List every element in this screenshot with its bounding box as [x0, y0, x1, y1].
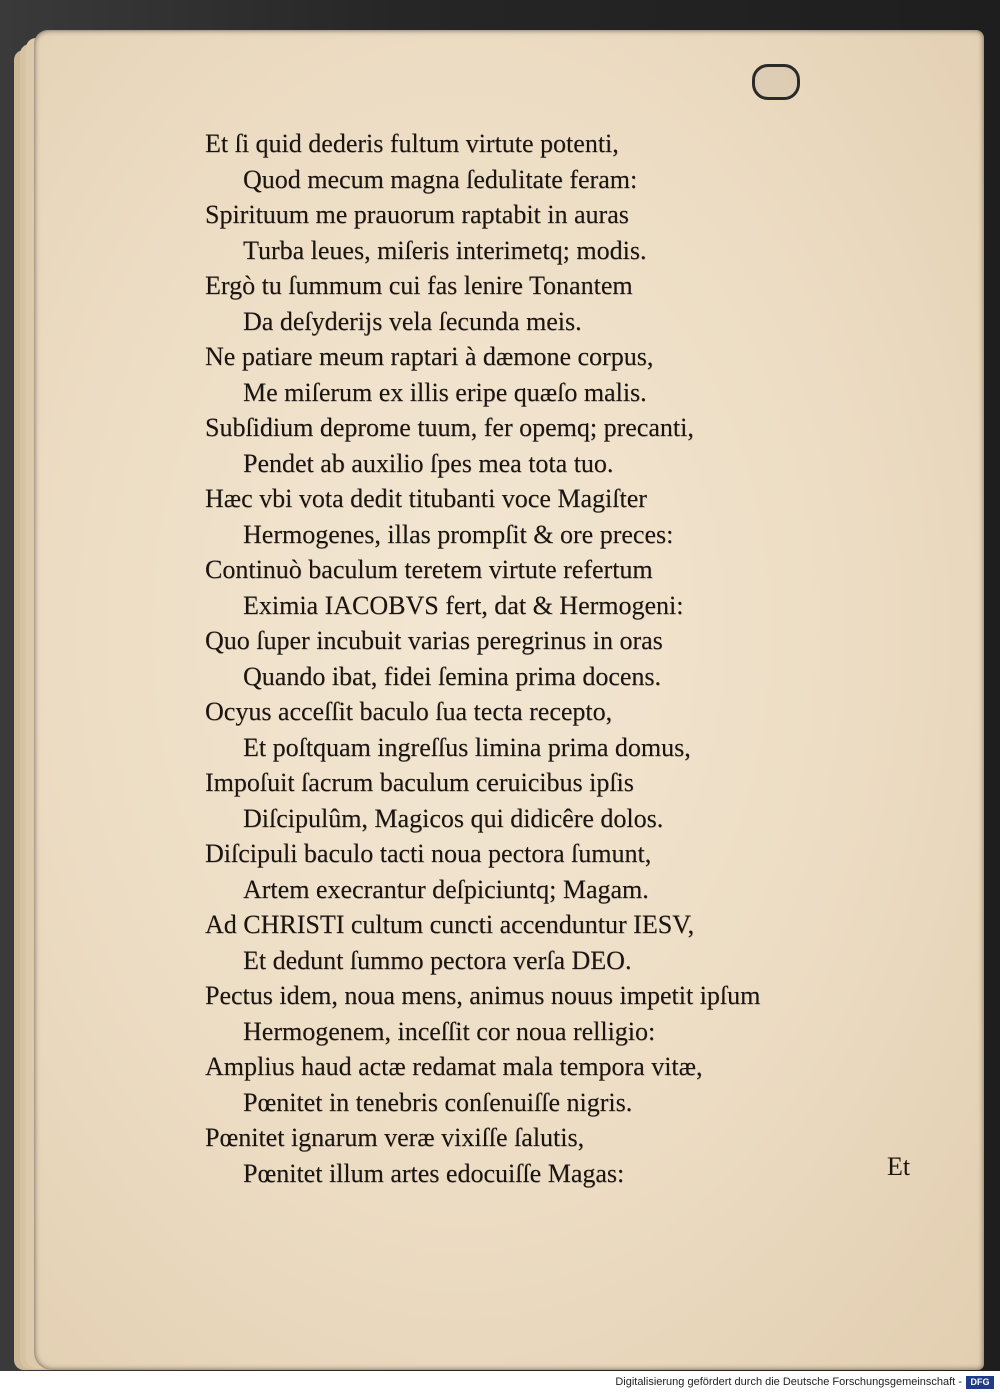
verse-line: Ergò tu ſummum cui fas lenire Tonantem: [205, 271, 633, 300]
verse-line: Ocyus acceſſit baculo ſua tecta recepto,: [205, 697, 613, 726]
verse-line: Hermogenem, inceſſit cor noua relligio:: [243, 1016, 656, 1046]
verse-line: Artem execrantur deſpiciuntq; Magam.: [243, 874, 649, 904]
verse-line: Et ſi quid dederis fultum virtute potenti,: [205, 129, 619, 158]
verse-line: Spirituum me prauorum raptabit in auras: [205, 200, 629, 229]
catchword: Et: [887, 1152, 911, 1181]
verse-line: Eximia IACOBVS fert, dat & Hermogeni:: [243, 590, 684, 620]
verse-line: Et dedunt ſummo pectora verſa DEO.: [243, 945, 632, 975]
digitization-footer: [0, 1371, 1000, 1395]
verse-line: Pœnitet in tenebris conſenuiſſe nigris.: [243, 1087, 633, 1117]
verse-line: Diſcipulûm, Magicos qui didicêre dolos.: [243, 803, 664, 833]
verse-line: Hæc vbi vota dedit titubanti voce Magiſter: [205, 484, 647, 513]
verse-line: Impoſuit ſacrum baculum ceruicibus ipſis: [205, 768, 634, 797]
verse-line: Diſcipuli baculo tacti noua pectora ſumunt,: [205, 839, 652, 868]
verse-line: Pendet ab auxilio ſpes mea tota tuo.: [243, 448, 614, 478]
verse-line: Continuò baculum teretem virtute refertum: [205, 555, 653, 584]
verse-line: Subſidium deprome tuum, fer opemq; precanti,: [205, 413, 694, 442]
verse-line: Quando ibat, fidei ſemina prima docens.: [243, 661, 662, 691]
verse-line: Quod mecum magna ſedulitate feram:: [243, 164, 638, 194]
verse-line: Ad CHRISTI cultum cuncti accenduntur IESV,: [205, 910, 695, 939]
verse-line: Quo ſuper incubuit varias peregrinus in oras: [205, 626, 663, 655]
verse-line: Hermogenes, illas prompſit & ore preces:: [243, 519, 674, 549]
verse-line: Et poſtquam ingreſſus limina prima domus,: [243, 732, 691, 762]
verse-text-block: [205, 126, 925, 1191]
verse-line: Da deſyderijs vela ſecunda meis.: [243, 306, 582, 336]
verse-line: Turba leues, miſeris interimetq; modis.: [243, 235, 647, 265]
verse-line: Ne patiare meum raptari à dæmone corpus,: [205, 342, 654, 371]
verse-line: Pœnitet ignarum veræ vixiſſe ſalutis,: [205, 1123, 585, 1152]
verse-line: Pœnitet illum artes edocuiſſe Magas:: [243, 1158, 625, 1188]
verse-line: Pectus idem, noua mens, animus nouus impetit ipſum: [205, 981, 761, 1010]
page-clip-icon: [752, 64, 800, 100]
verse-line: Me miſerum ex illis eripe quæſo malis.: [243, 377, 647, 407]
verse-line: Amplius haud actæ redamat mala tempora vitæ,: [205, 1052, 703, 1081]
funding-notice: Digitalisierung gefördert durch die Deutsche Forschungsgemeinschaft -: [615, 1376, 962, 1388]
dfg-logo-icon: DFG: [966, 1376, 994, 1389]
